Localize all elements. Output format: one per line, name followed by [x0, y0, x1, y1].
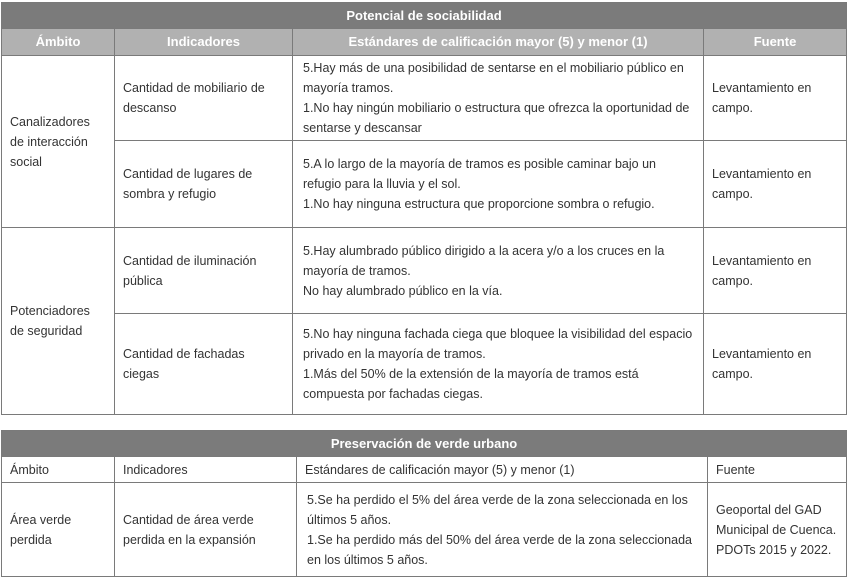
standard-high: 5.Hay alumbrado público dirigido a la acera y/o a los cruces en la mayoría de tramos.: [303, 243, 665, 278]
standard-high: 5.No hay ninguna fachada ciega que bloquee la visibilidad del espacio privado en la mayoría de tramos.: [303, 327, 693, 361]
indicator-cell: Cantidad de iluminación pública: [115, 228, 293, 314]
green-preservation-table: [1, 430, 847, 577]
column-header-fuente: Fuente: [708, 457, 847, 483]
column-header-ambito: Ámbito: [2, 457, 115, 483]
standard-low: 1.Se ha perdido más del 50% del área verde de la zona seleccionada en los últimos 5 años.: [307, 532, 692, 567]
standard-low: 1.No hay ningún mobiliario o estructura que ofrezca la oportunidad de sentarse y descansar: [303, 101, 690, 135]
standards-cell: [293, 141, 704, 228]
standards-cell: [297, 483, 708, 577]
column-header-ambito: Ámbito: [2, 29, 115, 56]
indicator-cell: Cantidad de fachadas ciegas: [115, 314, 293, 415]
ambito-cell: Potenciadores de seguridad: [2, 228, 115, 415]
indicator-cell: Cantidad de lugares de sombra y refugio: [115, 141, 293, 228]
column-header-indicadores: Indicadores: [115, 457, 297, 483]
indicator-cell: Cantidad de mobiliario de descanso: [115, 56, 293, 141]
table-title: Potencial de sociabilidad: [2, 3, 847, 29]
sociability-table: [1, 2, 847, 415]
column-header-estandares: Estándares de calificación mayor (5) y menor (1): [293, 29, 704, 56]
standard-high: 5.Hay más de una posibilidad de sentarse en el mobiliario público en mayoría tramos.: [303, 61, 684, 95]
source-cell: Levantamiento en campo.: [704, 228, 847, 314]
table-row: [2, 314, 847, 415]
source-cell: Levantamiento en campo.: [704, 141, 847, 228]
standards-cell: [293, 314, 704, 415]
ambito-cell: Canalizadores de interacción social: [2, 56, 115, 228]
table-row: [2, 483, 847, 577]
standard-low: 1.Más del 50% de la extensión de la mayoría de tramos está compuesta por fachadas ciegas.: [303, 367, 639, 401]
standard-low: 1.No hay ninguna estructura que proporcione sombra o refugio.: [303, 197, 655, 211]
indicator-cell: Cantidad de área verde perdida en la expansión: [115, 483, 297, 577]
source-cell: Geoportal del GAD Municipal de Cuenca. PDOTs 2015 y 2022.: [708, 483, 847, 577]
source-cell: Levantamiento en campo.: [704, 56, 847, 141]
table-title: Preservación de verde urbano: [2, 431, 847, 457]
table-row: [2, 228, 847, 314]
column-header-estandares: Estándares de calificación mayor (5) y menor (1): [297, 457, 708, 483]
ambito-cell: Área verde perdida: [2, 483, 115, 577]
standard-high: 5.A lo largo de la mayoría de tramos es posible caminar bajo un refugio para la lluvia y el sol.: [303, 157, 656, 191]
column-header-indicadores: Indicadores: [115, 29, 293, 56]
table-row: [2, 141, 847, 228]
standards-cell: [293, 56, 704, 141]
source-cell: Levantamiento en campo.: [704, 314, 847, 415]
standards-cell: [293, 228, 704, 314]
standard-low: No hay alumbrado público en la vía.: [303, 283, 503, 298]
table-row: [2, 56, 847, 141]
standard-high: 5.Se ha perdido el 5% del área verde de la zona seleccionada en los últimos 5 años.: [307, 492, 688, 527]
column-header-fuente: Fuente: [704, 29, 847, 56]
